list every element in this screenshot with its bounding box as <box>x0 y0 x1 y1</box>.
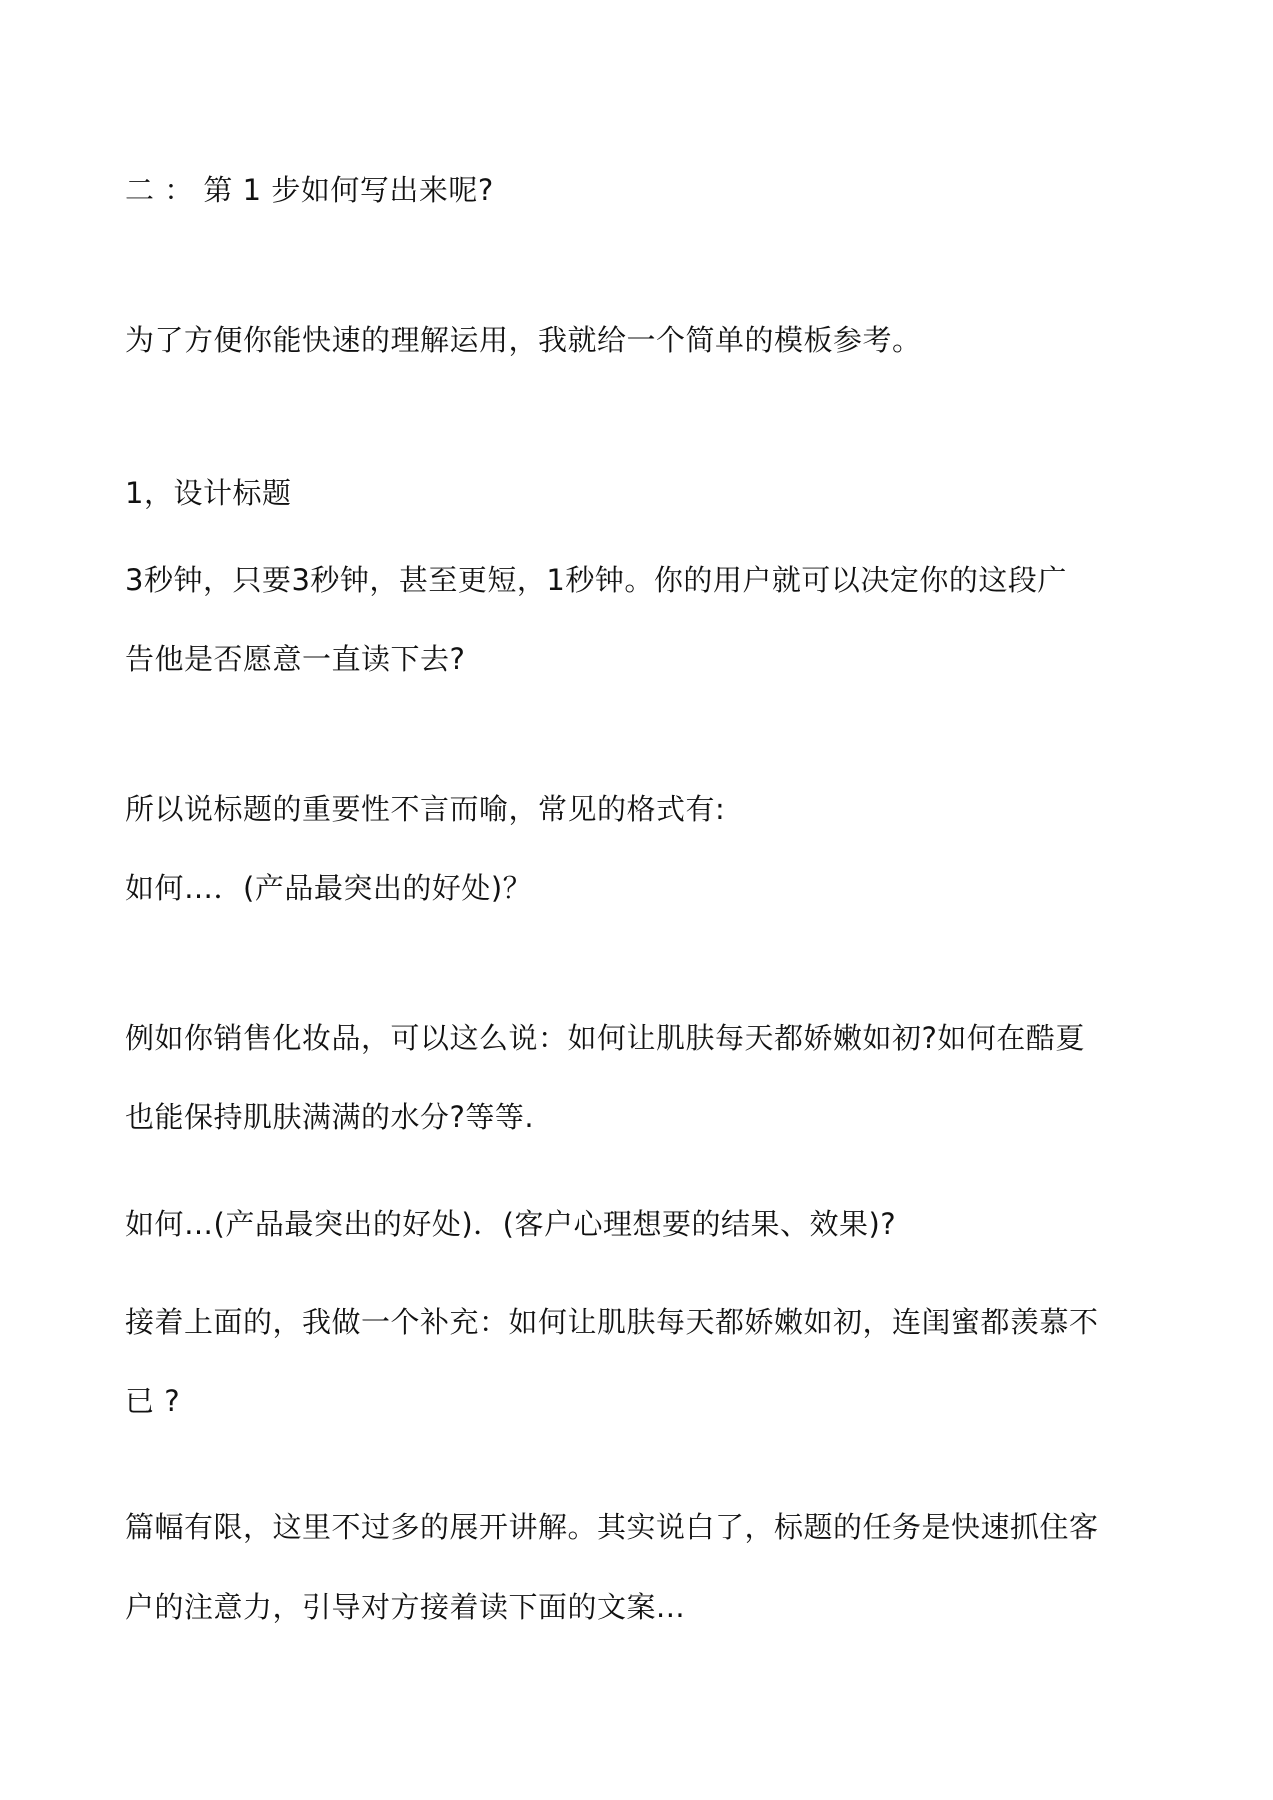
closing-line: 户的注意力，引导对方接着读下面的文案... <box>125 1590 686 1624</box>
paragraph-line: 3秒钟，只要3秒钟，甚至更短，1秒钟。你的用户就可以决定你的这段广 <box>125 563 1067 597</box>
example-line: 例如你销售化妆品，可以这么说：如何让肌肤每天都娇嫩如初?如何在酷夏 <box>125 1021 1085 1055</box>
intro-paragraph: 为了方便你能快速的理解运用，我就给一个简单的模板参考。 <box>125 323 922 357</box>
example-line: 已 ? <box>125 1384 181 1418</box>
paragraph-line: 告他是否愿意一直读下去? <box>125 642 466 676</box>
example-line: 接着上面的，我做一个补充：如何让肌肤每天都娇嫩如初，连闺蜜都羡慕不 <box>125 1305 1099 1339</box>
format-template-line: 如何…(产品最突出的好处)．(客户心理想要的结果、效果)? <box>125 1207 897 1241</box>
example-line: 也能保持肌肤满满的水分?等等. <box>125 1100 535 1134</box>
section-heading: 二 ： 第 1 步如何写出来呢? <box>125 173 494 207</box>
closing-line: 篇幅有限，这里不过多的展开讲解。其实说白了，标题的任务是快速抓住客 <box>125 1510 1099 1544</box>
format-template-line: 如何…．(产品最突出的好处)？ <box>125 871 533 905</box>
paragraph-line: 所以说标题的重要性不言而喻，常见的格式有: <box>125 792 726 826</box>
subsection-title: 1，设计标题 <box>125 476 292 510</box>
